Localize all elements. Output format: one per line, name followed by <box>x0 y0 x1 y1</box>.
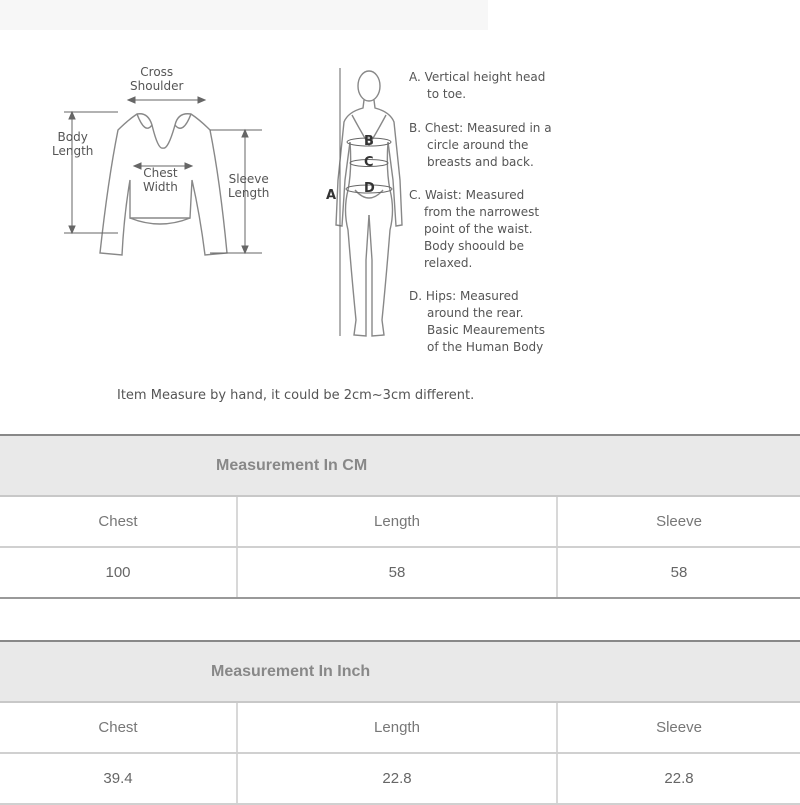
cm-table <box>0 434 800 599</box>
letter-d: D <box>364 181 375 196</box>
table-row <box>0 497 800 548</box>
measure-footnote: Item Measure by hand, it could be 2cm~3cm different. <box>117 388 475 403</box>
note-c <box>409 187 539 272</box>
note-c-line: point of the waist. <box>424 222 533 236</box>
note-d-line: of the Human Body <box>427 340 544 354</box>
note-a-line: A. Vertical height head <box>409 70 546 84</box>
letter-b: B <box>364 134 374 149</box>
note-b-line: circle around the <box>427 138 529 152</box>
header-cell: Chest <box>0 497 238 546</box>
header-cell: Sleeve <box>656 719 702 736</box>
note-d <box>409 288 545 356</box>
header-cell: Sleeve <box>656 513 702 530</box>
letter-c: C <box>364 155 374 170</box>
letter-a: A <box>326 188 337 203</box>
value-cell: 100 <box>0 548 238 597</box>
note-d-line: around the rear. <box>427 306 524 320</box>
value-cell: 58 <box>670 564 688 581</box>
sleeve-length-label: Sleeve Length <box>228 172 270 200</box>
value-cell: 58 <box>238 548 558 597</box>
note-c-line: from the narrowest <box>424 205 540 219</box>
cross-shoulder-label: Cross Shoulder <box>130 65 184 93</box>
note-c-line: relaxed. <box>424 256 473 270</box>
note-b-line: breasts and back. <box>427 155 534 169</box>
note-a <box>409 69 545 103</box>
header-cell: Length <box>238 703 558 752</box>
table-row <box>0 703 800 754</box>
value-cell: 22.8 <box>664 770 694 787</box>
value-cell: 39.4 <box>0 754 238 803</box>
size-diagram <box>0 30 800 430</box>
note-c-line: C. Waist: Measured <box>409 188 525 202</box>
header-cell: Chest <box>0 703 238 752</box>
inch-table-title-row <box>0 642 800 703</box>
cm-table-title-row <box>0 436 800 497</box>
body-figure <box>336 71 402 336</box>
cross-shoulder-arrow <box>128 97 205 103</box>
diagram-drawing <box>0 30 800 430</box>
note-d-line: D. Hips: Measured <box>409 289 519 303</box>
header-cell: Length <box>238 497 558 546</box>
inch-table-title: Measurement In Inch <box>211 662 371 680</box>
body-length-label: Body Length <box>52 130 94 158</box>
inch-table <box>0 640 800 805</box>
cm-table-title: Measurement In CM <box>216 456 368 474</box>
note-c-line: Body shoould be <box>424 239 525 253</box>
note-a-line: to toe. <box>427 87 467 101</box>
note-b <box>409 120 552 171</box>
top-strip <box>0 0 488 30</box>
note-d-line: Basic Meaurements <box>427 323 545 337</box>
note-b-line: B. Chest: Measured in a <box>409 121 552 135</box>
table-row <box>0 754 800 805</box>
chest-width-label: Chest Width <box>143 166 178 194</box>
table-row <box>0 548 800 599</box>
value-cell: 22.8 <box>238 754 558 803</box>
